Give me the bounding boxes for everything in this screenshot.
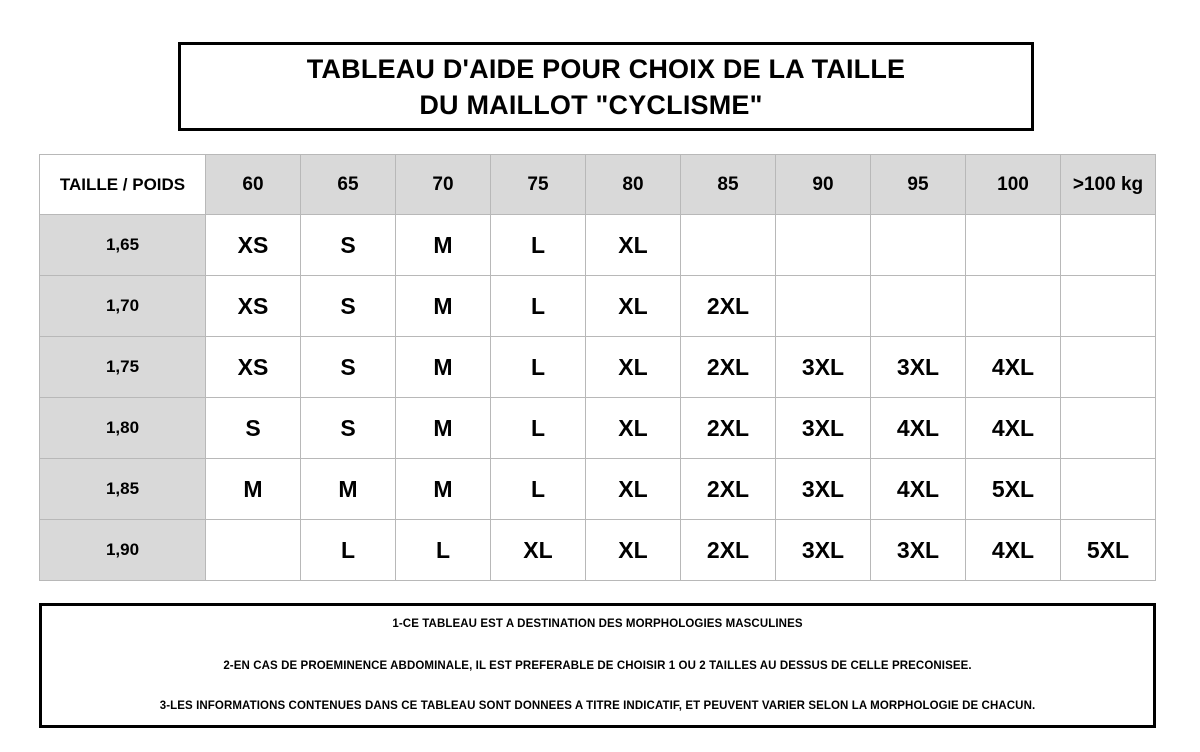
size-cell: L [396,520,491,581]
size-cell: M [396,337,491,398]
size-cell: S [301,398,396,459]
size-cell: M [396,459,491,520]
weight-header: 90 [776,155,871,215]
size-cell [1061,337,1156,398]
size-cell: L [491,398,586,459]
size-cell: XS [206,215,301,276]
corner-label: TAILLE / POIDS [40,155,206,215]
weight-header: 75 [491,155,586,215]
height-label: 1,70 [40,276,206,337]
weight-header: 100 [966,155,1061,215]
table-row [40,520,1156,581]
weight-header: >100 kg [1061,155,1156,215]
size-chart-table [39,154,1156,581]
title-line-2: DU MAILLOT "CYCLISME" [419,89,763,120]
size-cell: 2XL [681,337,776,398]
weight-header: 65 [301,155,396,215]
height-label: 1,85 [40,459,206,520]
size-cell [1061,459,1156,520]
size-cell: 5XL [966,459,1061,520]
note-2: 2-EN CAS DE PROEMINENCE ABDOMINALE, IL EST PREFERABLE DE CHOISIR 1 OU 2 TAILLES AU DESSUS DE CELLE PRECONISEE. [223,660,972,672]
size-cell: S [206,398,301,459]
size-cell: 2XL [681,520,776,581]
table-row [40,276,1156,337]
notes-box [39,603,1156,728]
weight-header: 95 [871,155,966,215]
size-cell: 4XL [966,520,1061,581]
height-label: 1,65 [40,215,206,276]
note-3: 3-LES INFORMATIONS CONTENUES DANS CE TABLEAU SONT DONNEES A TITRE INDICATIF, ET PEUVENT VARIER SELON LA MORPHOLOGIE DE CHACUN. [159,700,1036,712]
size-cell: 2XL [681,276,776,337]
size-cell [1061,276,1156,337]
size-cell [776,276,871,337]
height-label: 1,90 [40,520,206,581]
size-cell: 4XL [871,459,966,520]
size-cell: XL [586,520,681,581]
size-cell [871,215,966,276]
size-cell: S [301,276,396,337]
size-cell: L [491,276,586,337]
size-cell: XS [206,337,301,398]
size-cell: S [301,215,396,276]
weight-header: 80 [586,155,681,215]
height-label: 1,75 [40,337,206,398]
size-cell: 2XL [681,459,776,520]
table-row [40,398,1156,459]
size-cell [966,215,1061,276]
table-row [40,337,1156,398]
table-header-row [40,155,1156,215]
weight-header: 70 [396,155,491,215]
size-cell: XL [586,398,681,459]
size-cell: S [301,337,396,398]
size-cell: 2XL [681,398,776,459]
size-cell: XL [586,215,681,276]
table-row [40,215,1156,276]
size-cell: L [491,459,586,520]
size-cell: M [396,276,491,337]
size-cell: 3XL [776,398,871,459]
size-cell: L [491,215,586,276]
size-cell: XL [491,520,586,581]
size-cell: 3XL [776,459,871,520]
size-cell: M [301,459,396,520]
size-cell [206,520,301,581]
size-cell [776,215,871,276]
size-cell: XL [586,337,681,398]
note-1: 1-CE TABLEAU EST A DESTINATION DES MORPHOLOGIES MASCULINES [392,618,803,630]
size-cell: 5XL [1061,520,1156,581]
size-cell: 4XL [871,398,966,459]
title-box [178,42,1034,131]
size-cell [1061,398,1156,459]
size-cell: 3XL [871,520,966,581]
title-line-1: TABLEAU D'AIDE POUR CHOIX DE LA TAILLE [306,53,906,84]
size-cell: XL [586,459,681,520]
size-cell: 4XL [966,337,1061,398]
size-cell [681,215,776,276]
size-cell: L [301,520,396,581]
size-cell: XS [206,276,301,337]
size-cell: M [206,459,301,520]
size-cell: M [396,215,491,276]
size-cell: 3XL [871,337,966,398]
table-row [40,459,1156,520]
size-cell: 4XL [966,398,1061,459]
size-cell: XL [586,276,681,337]
size-cell: 3XL [776,337,871,398]
size-cell [1061,215,1156,276]
weight-header: 85 [681,155,776,215]
size-cell [871,276,966,337]
size-cell: 3XL [776,520,871,581]
height-label: 1,80 [40,398,206,459]
size-cell [966,276,1061,337]
size-cell: L [491,337,586,398]
weight-header: 60 [206,155,301,215]
size-cell: M [396,398,491,459]
